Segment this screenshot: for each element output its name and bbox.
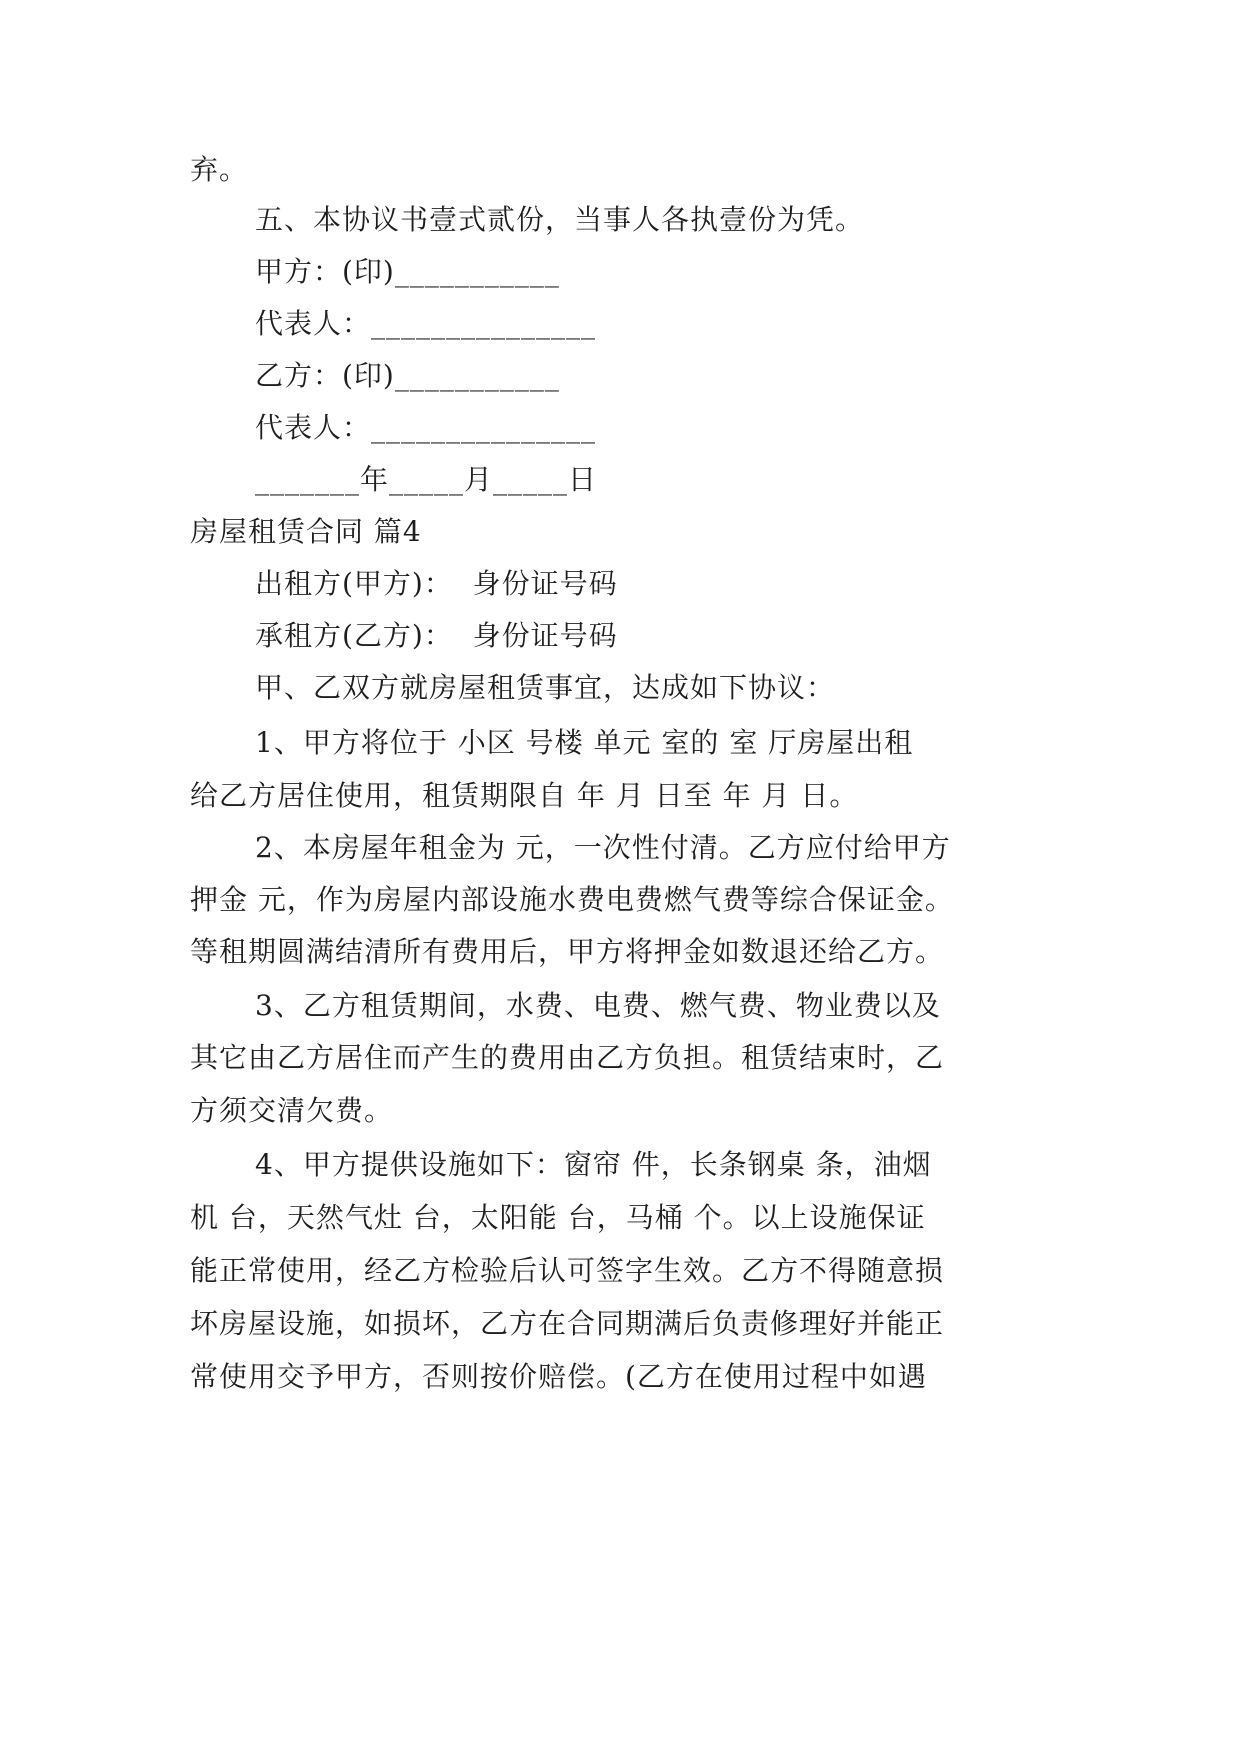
signature-line: 代表人：_______________	[255, 411, 597, 444]
text-line: 机 台，天然气灶 台，太阳能 台，马桶 个。以上设施保证	[190, 1201, 926, 1234]
text-line: 常使用交予甲方，否则按价赔偿。(乙方在使用过程中如遇	[190, 1360, 927, 1393]
section-heading: 房屋租赁合同 篇4	[190, 515, 422, 548]
signature-line: 代表人：_______________	[255, 307, 597, 340]
text-line: 五、本协议书壹式贰份，当事人各执壹份为凭。	[255, 203, 865, 236]
text-line: 坏房屋设施，如损坏，乙方在合同期满后负责修理好并能正	[190, 1307, 945, 1340]
text-line: 甲、乙双方就房屋租赁事宜，达成如下协议：	[255, 671, 836, 704]
text-line: 给乙方居住使用，租赁期限自 年 月 日至 年 月 日。	[190, 779, 859, 812]
text-line: 4、甲方提供设施如下：窗帘 件，长条钢桌 条，油烟	[255, 1148, 932, 1181]
text-line: 押金 元，作为房屋内部设施水费电费燃气费等综合保证金。	[190, 883, 954, 916]
text-line: 能正常使用，经乙方检验后认可签字生效。乙方不得随意损	[190, 1254, 945, 1287]
text-line: 其它由乙方居住而产生的费用由乙方负担。租赁结束时，乙	[190, 1041, 945, 1074]
text-line: 1、甲方将位于 小区 号楼 单元 室的 室 厅房屋出租	[255, 726, 914, 759]
text-line: 出租方(甲方)： 身份证号码	[255, 567, 618, 600]
text-line: 方须交清欠费。	[190, 1094, 394, 1127]
text-line: 弃。	[190, 153, 249, 186]
date-line: _______年_____月_____日	[255, 463, 598, 496]
signature-line: 甲方：(印)___________	[255, 255, 560, 288]
text-line: 承租方(乙方)： 身份证号码	[255, 619, 618, 652]
text-line: 2、本房屋年租金为 元，一次性付清。乙方应付给甲方	[255, 831, 951, 864]
text-line: 3、乙方租赁期间，水费、电费、燃气费、物业费以及	[255, 989, 941, 1022]
text-line: 等租期圆满结清所有费用后，甲方将押金如数退还给乙方。	[190, 935, 945, 968]
signature-line: 乙方：(印)___________	[255, 359, 560, 392]
